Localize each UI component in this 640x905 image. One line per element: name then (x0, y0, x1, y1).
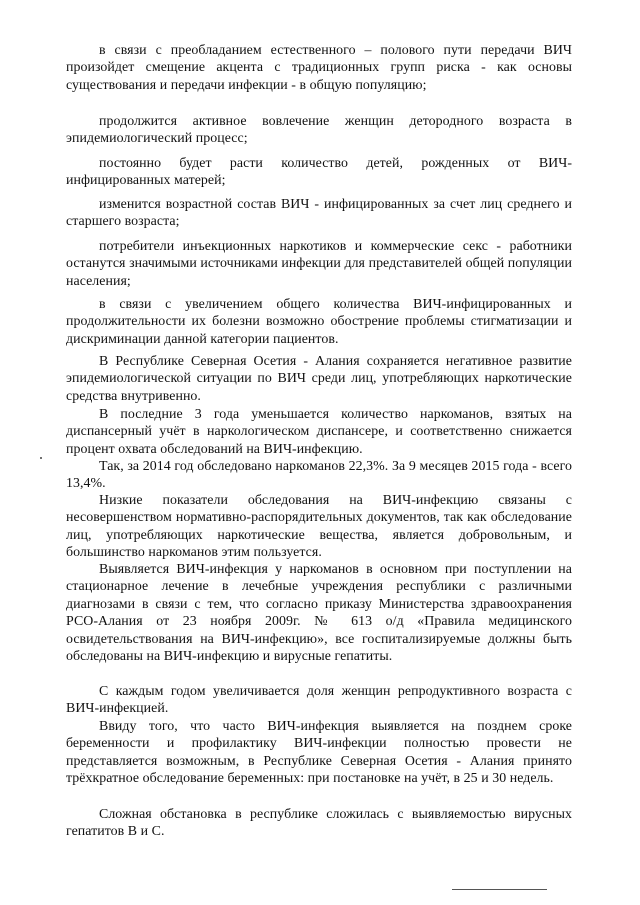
paragraph-8: В последние 3 года уменьшается количество наркоманов, взятых на диспансерный учёт в наркологическом диспансере, и соответственно снижается процент охвата обследований на ВИЧ-инфекцию. (66, 407, 572, 457)
paragraph-5: потребители инъекционных наркотиков и коммерческие секс - работники останутся значимыми источниками инфекции для представителей общей популяции населения; (66, 239, 572, 289)
paragraph-14: Сложная обстановка в республике сложилась с выявляемостью вирусных гепатитов В и С. (66, 807, 572, 840)
paragraph-3: постоянно будет расти количество детей, рожденных от ВИЧ-инфицированных матерей; (66, 156, 572, 189)
scan-speck (40, 457, 42, 459)
paragraph-6: в связи с увеличением общего количества ВИЧ-инфицированных и продолжительности их болезни возможно обострение проблемы стигматизации и дискриминации данной категории пациентов. (66, 297, 572, 347)
paragraph-2: продолжится активное вовлечение женщин детородного возраста в эпидемиологический процесс; (66, 114, 572, 147)
scan-edge-line (452, 889, 547, 890)
paragraph-4: изменится возрастной состав ВИЧ - инфицированных за счет лиц среднего и старшего возраста; (66, 197, 572, 230)
paragraph-9: Так, за 2014 год обследовано наркоманов 22,3%. За 9 месяцев 2015 года - всего 13,4%. (66, 459, 572, 492)
paragraph-7: В Республике Северная Осетия - Алания сохраняется негативное развитие эпидемиологической ситуации по ВИЧ среди лиц, употребляющих наркотические средства внутривенно. (66, 354, 572, 404)
paragraph-13: Ввиду того, что часто ВИЧ-инфекция выявляется на позднем сроке беременности и профилактику ВИЧ-инфекции полностью провести не представляется возможным, в Республике Северная Осетия - Алания принято трёхкратное обследование беременных: при постановке на учёт, в 25 и 30 недель. (66, 719, 572, 787)
paragraph-11: Выявляется ВИЧ-инфекция у наркоманов в основном при поступлении на стационарное лечение в лечебные учреждения республики с различными диагнозами в связи с тем, что согласно приказу Министерства здравоохранения РСО-Алания от 23 ноября 2009г. № 613 о/д «Правила медицинского освидетельствования на ВИЧ-инфекцию», все госпитализируемые должны быть обследованы на ВИЧ-инфекцию и вирусные гепатиты. (66, 562, 572, 665)
paragraph-1: в связи с преобладанием естественного – полового пути передачи ВИЧ произойдет смещение акцента с традиционных групп риска - как основы существования и передачи инфекции - в общую популяцию; (66, 43, 572, 93)
paragraph-10: Низкие показатели обследования на ВИЧ-инфекцию связаны с несовершенством нормативно-распорядительных документов, так как обследование лиц, употребляющих наркотические вещества, является добровольным, и большинство наркоманов этим пользуется. (66, 493, 572, 561)
paragraph-12: С каждым годом увеличивается доля женщин репродуктивного возраста с ВИЧ-инфекцией. (66, 684, 572, 717)
